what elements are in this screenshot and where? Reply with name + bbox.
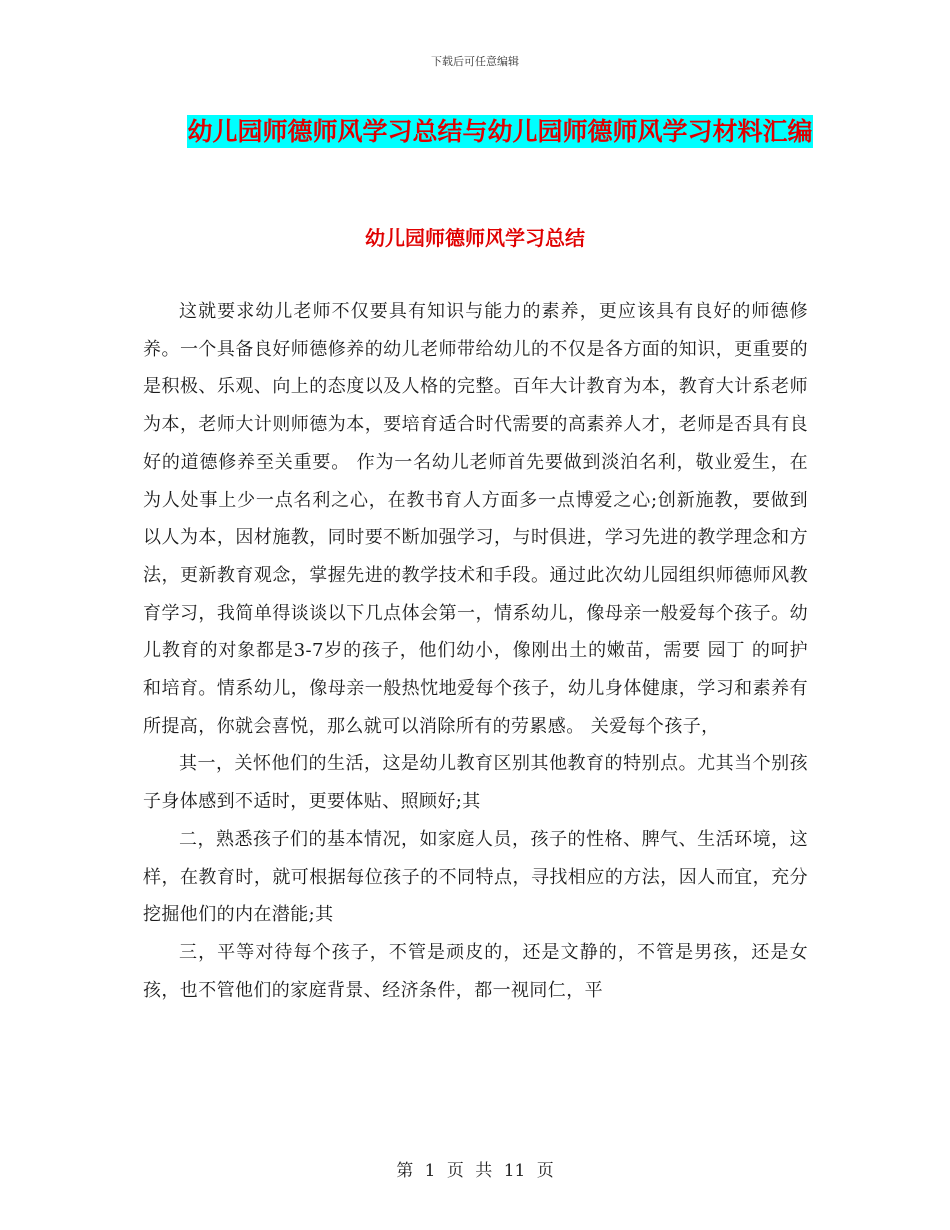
paragraph: 二，熟悉孩子们的基本情况，如家庭人员，孩子的性格、脾气、生活环境，这样，在教育时，就可根据每位孩子的不同特点，寻找相应的方法，因人而宜，充分挖掘他们的内在潜能;其 xyxy=(143,828,808,926)
page-number-footer: 第 1 页 共 11 页 xyxy=(396,1161,554,1181)
paragraph: 三，平等对待每个孩子，不管是顽皮的，还是文静的，不管是男孩，还是女孩，也不管他们的家庭背景、经济条件，都一视同仁，平 xyxy=(143,941,808,1001)
section-subtitle: 幼儿园师德师风学习总结 xyxy=(365,226,585,250)
paragraph: 这就要求幼儿老师不仅要具有知识与能力的素养，更应该具有良好的师德修养。一个具备良好师德修养的幼儿老师带给幼儿的不仅是各方面的知识，更重要的是积极、乐观、向上的态度以及人格的完整。百年大计教育为本，教育大计系老师为本，老师大计则师德为本，要培育适合时代需要的高素养人才，老师是否具有良好的道德修养至关重要。 作为一名幼儿老师首先要做到淡泊名利，敬业爱生，在为人处事上少一点名利之心，在教书育人方面多一点博爱之心;创新施教，要做到以人为本，因材施教，同时要不断加强学习，与时俱进，学习先进的教学理念和方法，更新教育观念，掌握先进的教学技术和手段。通过此次幼儿园组织师德师风教育学习，我简单得谈谈以下几点体会第一，情系幼儿，像母亲一般爱每个孩子。幼儿教育的对象都是3-7岁的孩子，他们幼小，像刚出土的嫩苗，需要 园丁 的呵护和培育。情系幼儿，像母亲一般热忱地爱每个孩子，幼儿身体健康，学习和素养有所提高，你就会喜悦，那么就可以消除所有的劳累感。 关爱每个孩子， xyxy=(143,301,808,737)
document-title-text: 幼儿园师德师风学习总结与幼儿园师德师风学习材料汇编 xyxy=(187,117,813,146)
document-title xyxy=(170,110,830,154)
document-body xyxy=(143,293,808,1009)
paragraph: 其一，关怀他们的生活，这是幼儿教育区别其他教育的特别点。尤其当个别孩子身体感到不适时，更要体贴、照顾好;其 xyxy=(143,753,808,813)
header-note: 下载后可任意编辑 xyxy=(431,55,519,68)
